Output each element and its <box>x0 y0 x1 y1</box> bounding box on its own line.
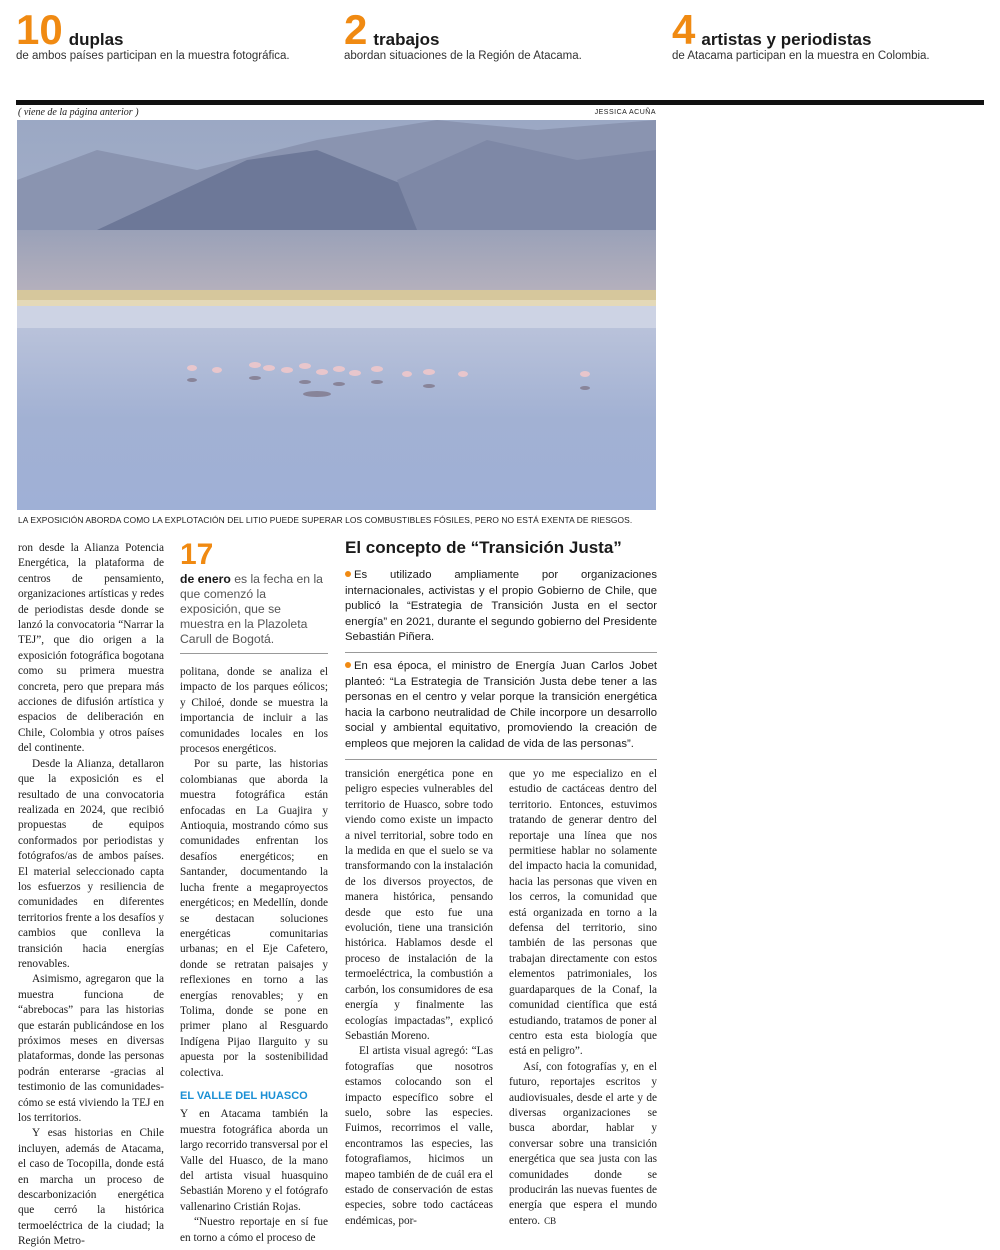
bullet-icon <box>345 571 351 577</box>
paragraph: transición energética pone en peligro especies vulnerables del territorio de Huasco, sobre todo viendo como existe un impacto a nivel territorial, sobre todo en la medida en que el suelo se va transformando con la instalación de los diversos proyectos, de manera histórica, pensando desde que esto fue una evolución, tiene una transición histórica. Hablamos desde el proceso de instalación de la termoeléctrica, la combustión a carbón, los consumidores de esa energía y finalmente las ecologías impactadas”, explicó Sebastián Moreno. <box>345 768 493 1042</box>
article-column-3 <box>345 767 493 1229</box>
paragraph: que yo me especializo en el estudio de cactáceas dentro del territorio. Entonces, estuvimos tratando de generar dentro del reportaje una línea que nos permitiese hablar no solamente del impacto hacia la comunidad, hacia las personas que viven en los cerros, la comunidad que está organizada en torno a la defensa del territorio, sino también de las personas que trabajan directamente con estos elementos patrimoniales, los guardaparques de la Conaf, la comunidad científica que está estudiando, tratamos de poner al centro esta esta biología que está en peligro”. <box>509 768 657 1058</box>
date-callout <box>180 540 328 654</box>
stat-word: trabajos <box>373 30 440 49</box>
paragraph: “Nuestro reportaje en sí fue en torno a cómo el proceso de <box>180 1216 328 1244</box>
callout-text <box>180 572 328 647</box>
stat-duplas <box>16 8 290 62</box>
stat-artistas <box>672 8 930 62</box>
section-subhead: EL VALLE DEL HUASCO <box>180 1089 308 1102</box>
paragraph: El artista visual agregó: “Las fotografías que nosotros estamos colocando son el impacto específico sobre el suelo, sobre las especies. Fuimos, recorrimos el valle, encontramos las especies, las fotografiamos, hicimos un mapeo también de de cuál era el estado de conservación de estas especies, sobre todo cactáceas endémicas, por- <box>345 1045 493 1227</box>
section-rule <box>16 100 984 105</box>
box-item <box>345 568 657 653</box>
photo-credit: JESSICA ACUÑA <box>594 109 656 116</box>
bullet-icon <box>345 662 351 668</box>
paragraph: Y esas historias en Chile incluyen, además de Atacama, el caso de Tocopilla, donde está en marcha un proceso de descarbonización energética que cerró la histórica termoeléctrica de la ciudad; la Región Metro- <box>18 1127 164 1248</box>
paragraph: Asimismo, agregaron que la muestra funciona de “abrebocas” para las historias que estarán publicándose en los próximos meses en diversas plataformas, donde las personas podrán enterarse -gracias al testimonio de las comunidades- cómo se está viviendo la TEJ en los territorios. <box>18 973 164 1125</box>
box-item-text: Es utilizado ampliamente por organizaciones internacionales, activistas y el propio Gobierno de Chile, que publicó la “Estrategia de Transición Justa en el sector energía” en 2021, durante el segundo gobierno del Presidente Sebastián Piñera. <box>345 569 657 644</box>
paragraph: Desde la Alianza, detallaron que la exposición es el resultado de una convocatoria realizada en 2024, que recibió propuestas de equipos conformados por periodistas y fotógrafos/as de ambos países. El material seleccionado capta los esfuerzos y resiliencia de comunidades en diferentes territorios frente a los desafíos y cambios que conlleva la transición hacia energías renovables. <box>18 757 164 970</box>
article-column-4 <box>509 767 657 1229</box>
paragraph: Por su parte, las historias colombianas que aborda la muestra fotográfica están enfocadas en La Guajira y Antioquia, mostrando cómo sus comunidades enfrentan los desafíos energéticos; en Santander, documentando la lucha frente a megaproyectos energéticos; en Medellín, donde se destacan soluciones energéticas comunitarias urbanas; en el Eje Cafetero, donde se retratan paisajes y reflexiones en torno a las energías renovables; y en Tolima, donde se pone en primer plano al Resguardo Indígena Pijao Ilarguito y su apuesta por la sostenibilidad colectiva. <box>180 758 328 1079</box>
article-column-2 <box>180 665 328 1246</box>
paragraph: ron desde la Alianza Potencia Energética, la plataforma de centros de pensamiento, organizaciones artísticas y redes de periodistas desde donde se lanzó la convocatoria “Narrar la TEJ”, que dio origen a la exposición fotográfica bogotana como su primera muestra concreta, pero que prepara más acciones de difusión artística y espacios de deliberación en Chile, Colombia y otros países del continente. <box>18 542 164 755</box>
stat-word: artistas y periodistas <box>701 30 872 49</box>
continued-note: ( viene de la página anterior ) <box>18 107 139 118</box>
stat-number: 2 <box>344 6 368 53</box>
callout-divider <box>180 653 328 654</box>
stat-number: 4 <box>672 6 696 53</box>
callout-rest: es la fecha en la que comenzó la exposición, que se muestra en la Plazoleta Carull de Bogotá. <box>180 572 323 646</box>
callout-number: 17 <box>180 538 214 571</box>
paragraph: politana, donde se analiza el impacto de los parques eólicos; y Chiloé, donde se muestra la importancia de incluir a las comunidades locales en los procesos energéticos. <box>180 666 328 756</box>
article-column-1 <box>18 541 164 1250</box>
stat-sub: de Atacama participan en la muestra en Colombia. <box>672 50 930 62</box>
box-item-text: En esa época, el ministro de Energía Juan Carlos Jobet planteó: “La Estrategia de Transición Justa debe tener a las personas en el centro y velar porque la transición energética hacia la carbono neutralidad de Chile incorpore un desarrollo social y ambiental equitativo, promoviendo la creación de empleos que mejoren la calidad de vida de las personas”. <box>345 659 657 750</box>
stat-sub: abordan situaciones de la Región de Atacama. <box>344 50 582 62</box>
callout-bold: de enero <box>180 572 231 586</box>
photo-caption: LA EXPOSICIÓN ABORDA COMO LA EXPLOTACIÓN DEL LITIO PUEDE SUPERAR LOS COMBUSTIBLES FÓSILES, PERO NO ESTÁ EXENTA DE RIESGOS. <box>18 515 633 525</box>
stat-sub: de ambos países participan en la muestra fotográfica. <box>16 50 290 62</box>
transicion-justa-box <box>345 538 657 766</box>
paragraph: Y en Atacama también la muestra fotográfica aborda un largo recorrido transversal por el Valle del Huasco, de la mano del artista visual huasquino Sebastián Moreno y el fotógrafo vallenarino Cristián Rojas. <box>180 1108 328 1213</box>
paragraph-text: Así, con fotografías y, en el futuro, reportajes escritos y audiovisuales, desde el arte y de diversas organizaciones se busca abordar, hablar y conversar sobre una transición energética que sea justa con las comunidades donde se producirán las nuevas fuentes de energía que espera el mundo entero. <box>509 1060 657 1227</box>
end-mark: CB <box>544 1215 557 1226</box>
stat-number: 10 <box>16 6 63 53</box>
stat-word: duplas <box>68 30 124 49</box>
flamingo-lagoon-photo <box>17 120 656 510</box>
box-title: El concepto de “Transición Justa” <box>345 538 622 557</box>
paragraph <box>509 1060 657 1229</box>
box-item <box>345 659 657 760</box>
stat-trabajos <box>344 8 582 62</box>
